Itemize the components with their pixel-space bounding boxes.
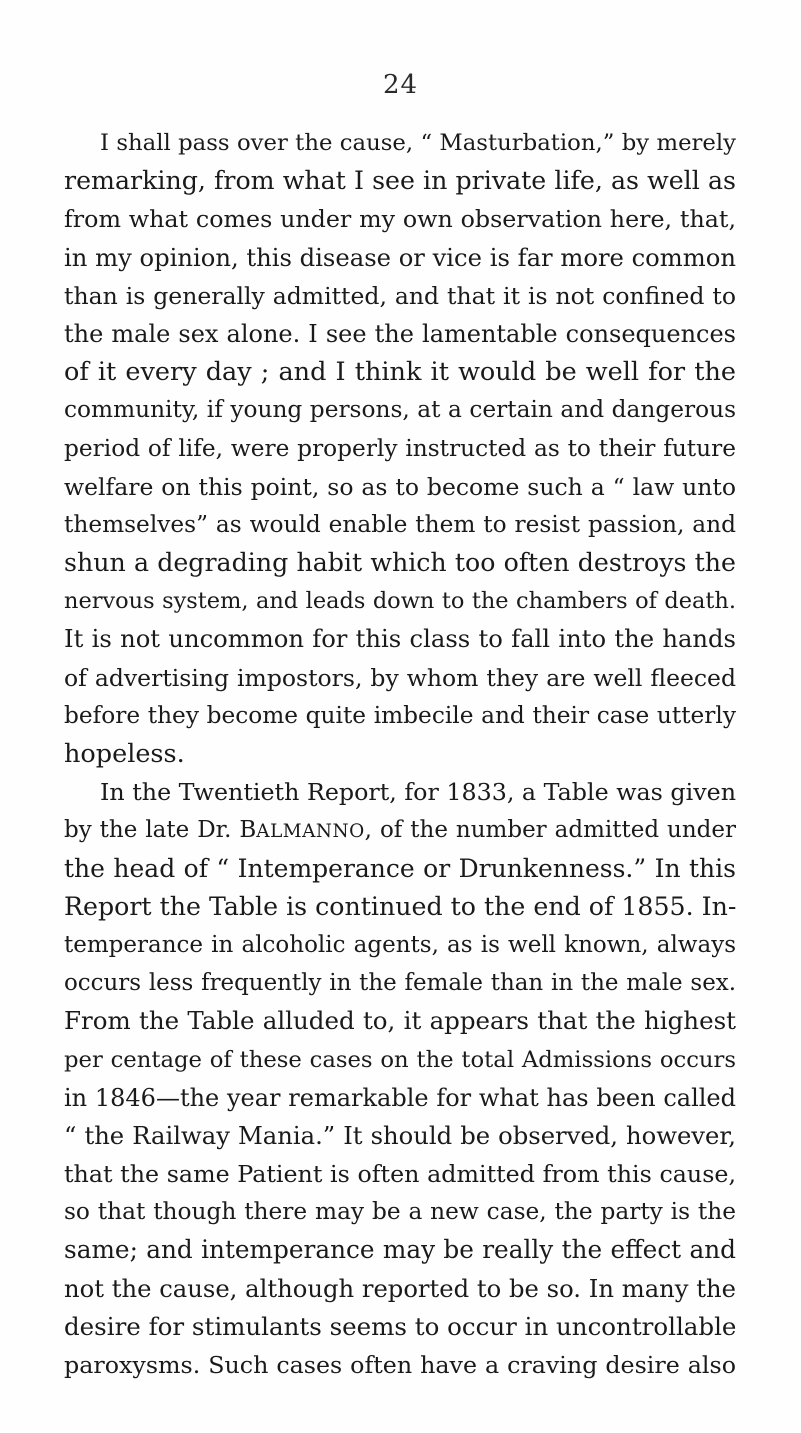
- body-text: [64, 124, 736, 1384]
- text-line: from what comes under my own observation here, that,: [64, 205, 736, 234]
- paragraph-masturbation: [64, 124, 736, 773]
- text-line: in my opinion, this disease or vice is far more common: [64, 242, 736, 272]
- text-line: in 1846—the year remarkable for what has been called: [64, 1083, 736, 1112]
- text-line: so that though there may be a new case, the party is the: [64, 1198, 736, 1226]
- text-line: the head of “ Intemperance or Drunkenness.” In this: [64, 853, 736, 883]
- text-line: remarking, from what I see in private life, as well as: [64, 166, 736, 196]
- text-line: than is generally admitted, and that it is not confined to: [64, 281, 736, 310]
- author-name-smallcaps: ALMANNO: [256, 821, 365, 843]
- text-line: I shall pass over the cause, “ Masturbation,” by merely: [100, 130, 736, 156]
- text-line: From the Table alluded to, it appears that the highest: [64, 1006, 736, 1036]
- text-line: “ the Railway Mania.” It should be observed, however,: [64, 1120, 736, 1150]
- text-line: period of life, were properly instructed as to their future: [64, 434, 736, 462]
- text-line: Report the Table is continued to the end of 1855. In-: [64, 891, 737, 921]
- text-line: welfare on this point, so as to become such a “ law unto: [64, 472, 736, 501]
- text-line: occurs less frequently in the female than in the male sex.: [64, 970, 736, 997]
- text-line: desire for stimulants seems to occur in uncontrollable: [64, 1311, 737, 1341]
- text-line: nervous system, and leads down to the chambers of death.: [64, 588, 736, 615]
- text-line: before they become quite imbecile and their case utterly: [64, 701, 736, 729]
- text-line-with-name: [64, 811, 736, 849]
- text-line: themselves” as would enable them to resist passion, and: [64, 510, 736, 538]
- text-line: the male sex alone. I see the lamentable consequences: [64, 319, 736, 348]
- text-line: In the Twentieth Report, for 1833, a Table was given: [100, 778, 736, 807]
- text-line: not the cause, although reported to be so. In many the: [64, 1273, 736, 1303]
- text-line: temperance in alcoholic agents, as is well known, always: [64, 931, 736, 958]
- author-name-initial: B: [239, 817, 257, 844]
- text-line: same; and intemperance may be really the effect and: [64, 1235, 736, 1265]
- page-number: 24: [382, 70, 419, 100]
- text-line: of advertising impostors, by whom they are well fleeced: [64, 663, 736, 692]
- text-fragment: by the late Dr.: [64, 817, 240, 844]
- text-line: shun a degrading habit which too often destroys the: [64, 548, 736, 578]
- text-line: paroxysms. Such cases often have a craving desire also: [64, 1351, 736, 1379]
- text-line: It is not uncommon for this class to fall into the hands: [64, 624, 736, 654]
- text-line: per centage of these cases on the total Admissions occurs: [64, 1046, 736, 1073]
- text-line: community, if young persons, at a certain and dangerous: [64, 396, 736, 424]
- paragraph-intemperance: [64, 773, 736, 1384]
- text-line: hopeless.: [64, 739, 185, 769]
- text-fragment: , of the number admitted under: [364, 817, 736, 844]
- text-line: of it every day ; and I think it would be well for the: [64, 357, 736, 388]
- text-line: that the same Patient is often admitted from this cause,: [64, 1160, 736, 1189]
